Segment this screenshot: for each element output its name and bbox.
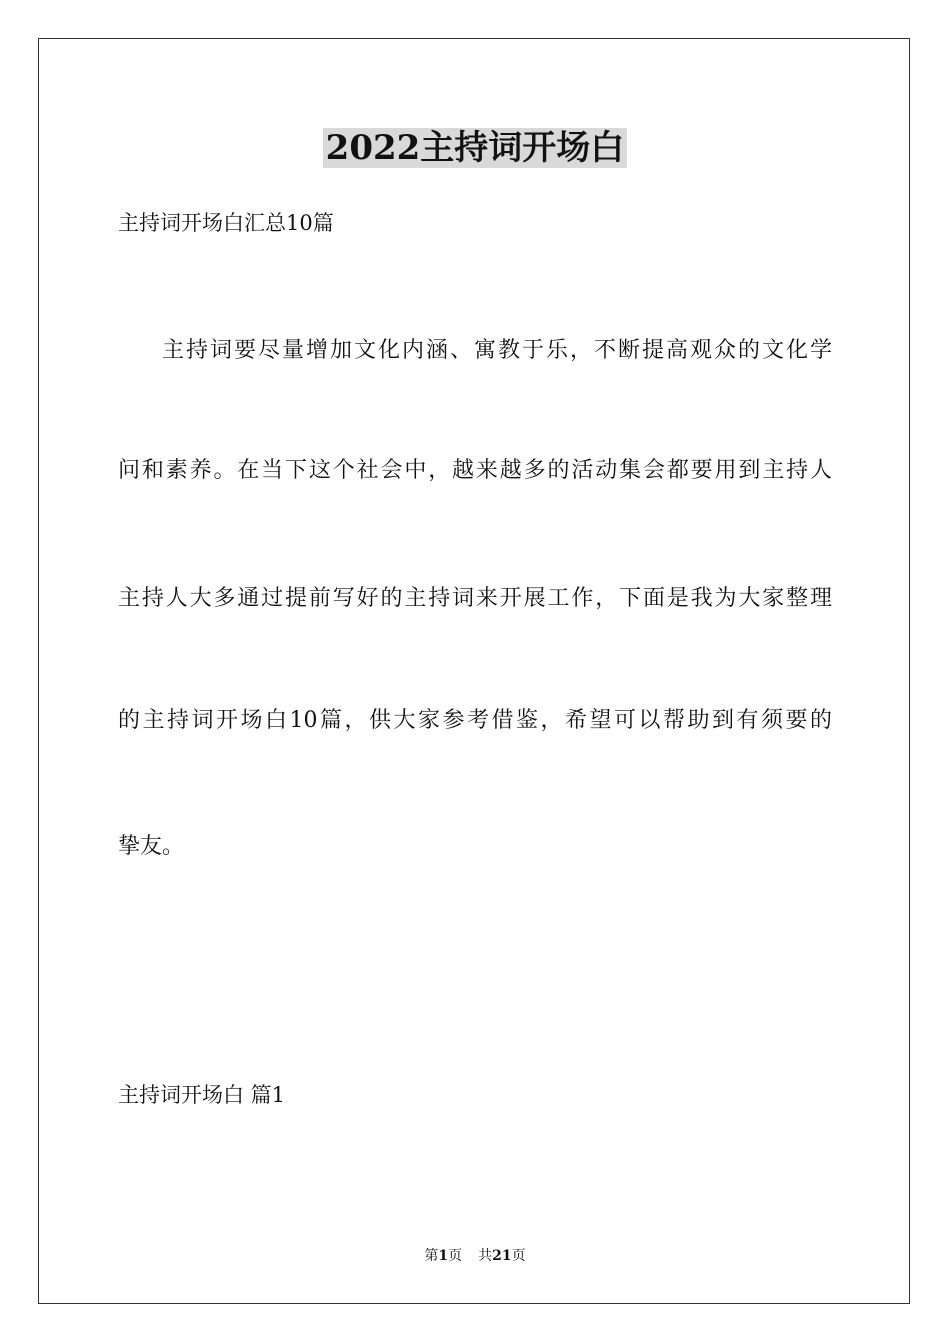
footer-page-suffix: 页 xyxy=(448,1248,463,1264)
footer-page-current: 1 xyxy=(438,1248,449,1264)
section-heading: 主持词开场白 篇1 xyxy=(118,1083,286,1107)
footer-total-suffix: 页 xyxy=(511,1248,526,1264)
intro-paragraph-line-3: 主持人大多通过提前写好的主持词来开展工作，下面是我为大家整理 xyxy=(118,586,832,611)
footer-page-total: 21 xyxy=(492,1248,512,1264)
intro-paragraph-line-4: 的主持词开场白10篇，供大家参考借鉴，希望可以帮助到有须要的 xyxy=(118,708,832,733)
document-subtitle: 主持词开场白汇总10篇 xyxy=(118,211,334,235)
intro-paragraph-line-2: 问和素养。在当下这个社会中，越来越多的活动集会都要用到主持人 xyxy=(118,458,832,483)
intro-paragraph-line-5: 挚友。 xyxy=(118,834,185,859)
page-footer xyxy=(0,1246,950,1266)
footer-page-prefix: 第 xyxy=(424,1248,439,1264)
document-title-text: 2022主持词开场白 xyxy=(323,128,628,168)
footer-total-prefix: 共 xyxy=(478,1248,493,1264)
intro-paragraph-line-1: 主持词要尽量增加文化内涵、寓教于乐，不断提高观众的文化学 xyxy=(162,338,832,363)
document-title xyxy=(0,124,950,172)
